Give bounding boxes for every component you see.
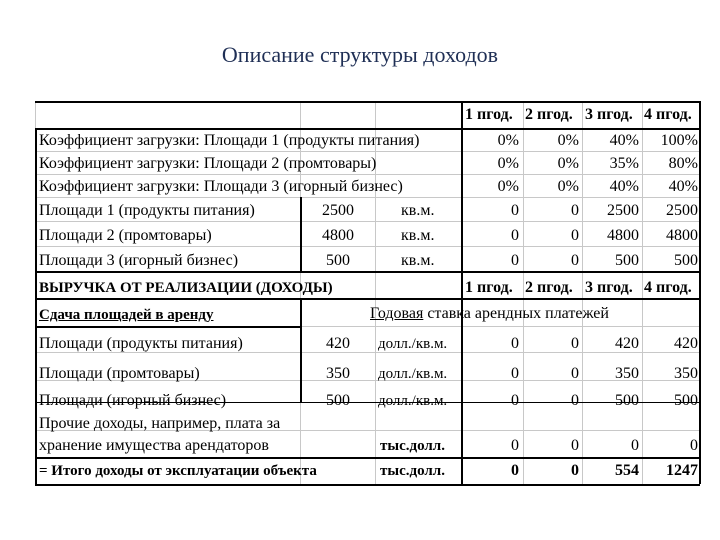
rent-value: 0 — [511, 392, 519, 409]
area-amount: 2500 — [322, 202, 354, 219]
rent-unit: долл./кв.м. — [378, 393, 448, 409]
area-unit: кв.м. — [401, 227, 435, 244]
load-row-label: Коэффициент загрузки: Площади 1 (продукты питания) — [39, 132, 420, 149]
grid-line — [35, 221, 700, 222]
grid-line — [35, 484, 700, 486]
load-value: 0% — [497, 155, 519, 172]
area-row-label: Площади 3 (игорный бизнес) — [39, 252, 239, 269]
rent-value: 420 — [615, 335, 639, 352]
rent-value: 0 — [511, 335, 519, 352]
load-value: 35% — [609, 155, 639, 172]
rent-subheader-rest: ставка арендных платежей — [423, 305, 609, 322]
load-value: 0% — [497, 178, 519, 195]
grid-line — [35, 271, 700, 273]
area-amount: 4800 — [322, 227, 354, 244]
year-header: 4 пгод. — [644, 106, 692, 123]
area-amount: 500 — [326, 252, 350, 269]
load-row-label: Коэффициент загрузки: Площади 2 (промтовары) — [39, 155, 377, 172]
rent-row-label: Площади (промтовары) — [39, 365, 200, 382]
year-header: 1 пгод. — [465, 106, 513, 123]
rent-value: 350 — [615, 365, 639, 382]
load-value: 80% — [668, 155, 698, 172]
year-header: 1 пгод. — [465, 279, 513, 296]
rent-value: 0 — [571, 335, 579, 352]
area-value: 500 — [615, 252, 639, 269]
grid-line — [35, 457, 700, 459]
rent-value: 0 — [511, 365, 519, 382]
load-value: 40% — [668, 178, 698, 195]
area-value: 0 — [571, 252, 579, 269]
area-value: 0 — [511, 227, 519, 244]
rent-row-label: Площади (продукты питания) — [39, 335, 243, 352]
grid-line — [35, 326, 300, 328]
load-row-label: Коэффициент загрузки: Площади 3 (игорный бизнес) — [39, 178, 403, 195]
slide-title: Описание структуры доходов — [221, 42, 499, 67]
year-header: 2 пгод. — [525, 279, 573, 296]
rent-value: 500 — [615, 392, 639, 409]
other-income-value: 0 — [631, 437, 639, 454]
rent-header: Сдача площадей в аренду — [39, 307, 214, 323]
area-unit: кв.м. — [401, 202, 435, 219]
rent-value: 0 — [571, 365, 579, 382]
rent-amount: 500 — [326, 392, 350, 409]
area-value: 2500 — [666, 202, 698, 219]
rent-subheader — [370, 305, 609, 323]
load-value: 0% — [557, 132, 579, 149]
other-income-label: Прочие доходы, например, плата за — [39, 415, 281, 432]
other-income-value: 0 — [511, 437, 519, 454]
total-unit: тыс.долл. — [380, 463, 445, 479]
grid-line — [35, 174, 700, 175]
revenue-table — [35, 101, 700, 484]
rent-subheader-underlined: Годовая — [370, 305, 424, 322]
total-value: 0 — [571, 462, 579, 479]
total-value: 1247 — [666, 462, 698, 479]
load-value: 0% — [557, 178, 579, 195]
rent-unit: долл./кв.м. — [378, 366, 448, 382]
grid-line — [35, 128, 37, 484]
year-header: 3 пгод. — [585, 106, 633, 123]
area-value: 4800 — [666, 227, 698, 244]
grid-line — [35, 101, 700, 103]
grid-line — [35, 151, 700, 152]
area-value: 500 — [674, 252, 698, 269]
area-unit: кв.м. — [401, 252, 435, 269]
total-label: = Итого доходы от эксплуатации объекта — [39, 463, 317, 479]
rent-value: 500 — [674, 392, 698, 409]
rent-value: 0 — [571, 392, 579, 409]
area-value: 2500 — [607, 202, 639, 219]
load-value: 40% — [609, 178, 639, 195]
rent-value: 350 — [674, 365, 698, 382]
year-header: 2 пгод. — [525, 106, 573, 123]
grid-line — [35, 246, 700, 247]
load-value: 40% — [609, 132, 639, 149]
rent-unit: долл./кв.м. — [378, 336, 448, 352]
area-value: 0 — [571, 227, 579, 244]
other-income-unit: тыс.долл. — [380, 438, 445, 454]
rent-amount: 420 — [326, 335, 350, 352]
grid-line — [35, 128, 700, 130]
area-value: 0 — [571, 202, 579, 219]
year-header: 3 пгод. — [585, 279, 633, 296]
area-row-label: Площади 2 (промтовары) — [39, 227, 212, 244]
other-income-label: хранение имущества арендаторов — [39, 437, 269, 454]
grid-line — [699, 101, 701, 484]
total-value: 0 — [511, 462, 519, 479]
area-value: 0 — [511, 252, 519, 269]
load-value: 0% — [557, 155, 579, 172]
rent-row-label: Площади (игорный бизнес) — [39, 392, 227, 409]
area-value: 0 — [511, 202, 519, 219]
grid-line — [35, 298, 700, 300]
year-header: 4 пгод. — [644, 279, 692, 296]
area-row-label: Площади 1 (продукты питания) — [39, 202, 255, 219]
grid-line — [35, 197, 700, 198]
rent-amount: 350 — [326, 365, 350, 382]
total-value: 554 — [615, 462, 639, 479]
load-value: 100% — [660, 132, 698, 149]
load-value: 0% — [497, 132, 519, 149]
other-income-value: 0 — [571, 437, 579, 454]
other-income-value: 0 — [690, 437, 698, 454]
area-value: 4800 — [607, 227, 639, 244]
rent-value: 420 — [674, 335, 698, 352]
revenue-header: ВЫРУЧКА ОТ РЕАЛИЗАЦИИ (ДОХОДЫ) — [39, 280, 333, 296]
